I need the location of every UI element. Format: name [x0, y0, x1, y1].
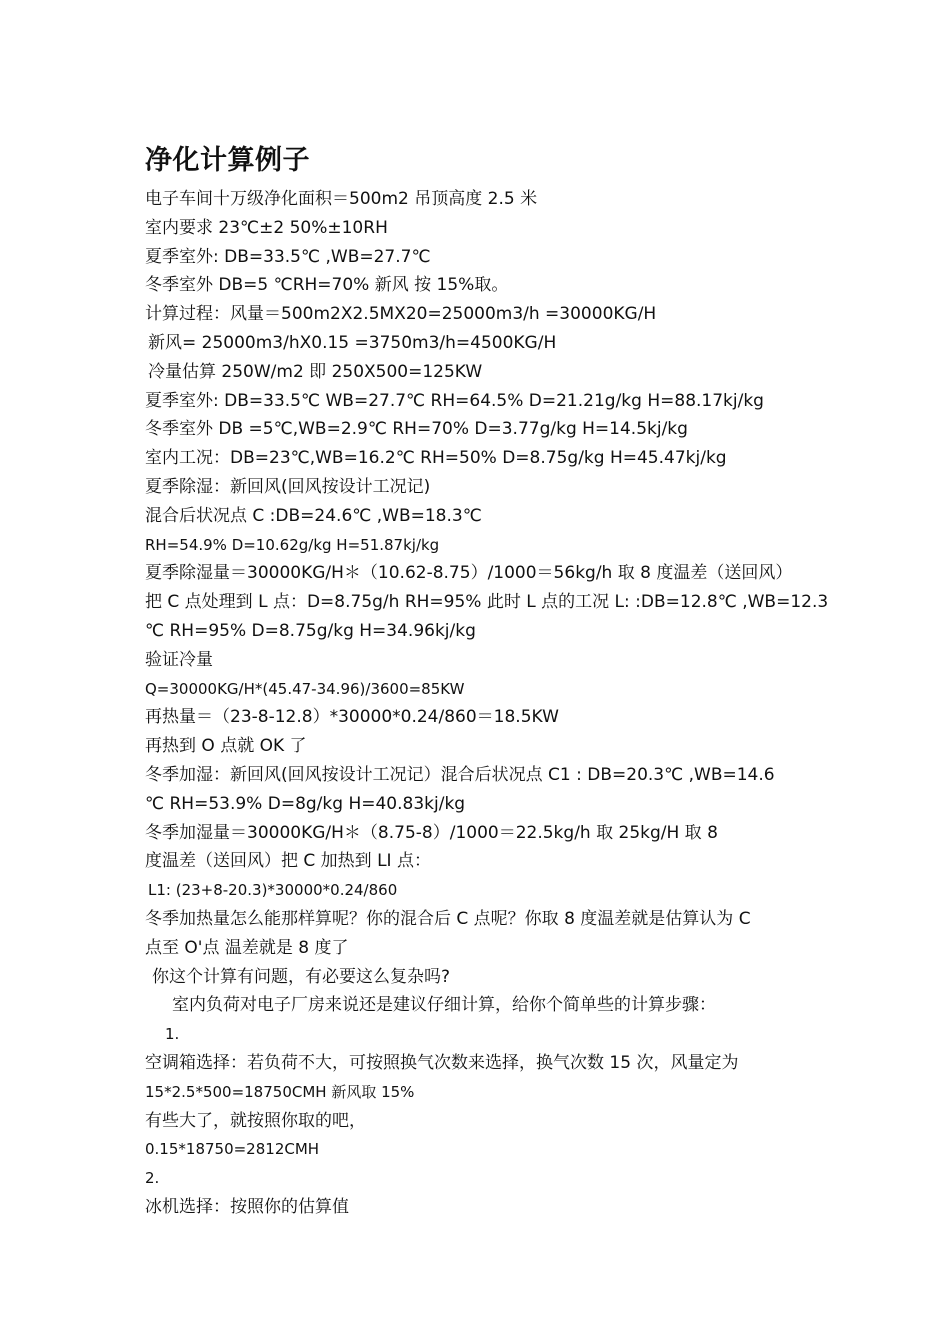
text-line: 室内要求 23℃±2 50%±10RH — [145, 217, 388, 238]
text-line: 夏季室外: DB=33.5℃ WB=27.7℃ RH=64.5% D=21.21g/kg H=88.17kj/kg — [145, 390, 764, 411]
text-line: 你这个计算有问题，有必要这么复杂吗? — [152, 966, 451, 987]
text-line: 混合后状况点 C :DB=24.6℃ ,WB=18.3℃ — [145, 505, 482, 526]
text-line: 冬季加湿量＝30000KG/H＊（8.75-8）/1000＝22.5kg/h 取 25kg/H 取 8 — [145, 822, 718, 843]
text-line: 室内工况：DB=23℃,WB=16.2℃ RH=50% D=8.75g/kg H=45.47kj/kg — [145, 448, 727, 469]
text-line: 冰机选择：按照你的估算值 — [145, 1196, 349, 1217]
text-line: 冬季加热量怎么能那样算呢？你的混合后 C 点呢？你取 8 度温差就是估算认为 C — [145, 908, 751, 929]
text-line: 室内负荷对电子厂房来说还是建议仔细计算，给你个简单些的计算步骤： — [172, 995, 716, 1016]
document-title: 净化计算例子 — [145, 145, 310, 176]
text-line: 夏季除湿量＝30000KG/H＊（10.62-8.75）/1000＝56kg/h 取 8 度温差（送回风） — [145, 563, 793, 584]
text-line: 再热量＝（23-8-12.8）*30000*0.24/860＝18.5KW — [145, 707, 559, 728]
text-line: ℃ RH=95% D=8.75g/kg H=34.96kj/kg — [145, 620, 476, 641]
text-line: 把 C 点处理到 L 点：D=8.75g/h RH=95% 此时 L 点的工况 L: :DB=12.8℃ ,WB=12.3 — [145, 592, 829, 613]
text-line: 夏季除湿：新回风(回风按设计工况记) — [145, 476, 431, 497]
text-line: 新风= 25000m3/hX0.15 =3750m3/h=4500KG/H — [148, 332, 557, 353]
text-line: 空调箱选择：若负荷不大，可按照换气次数来选择，换气次数 15 次，风量定为 — [145, 1052, 739, 1073]
text-line: 冬季室外 DB =5℃,WB=2.9℃ RH=70% D=3.77g/kg H=14.5kj/kg — [145, 419, 688, 440]
text-line: L1: (23+8-20.3)*30000*0.24/860 — [148, 881, 398, 900]
text-line: RH=54.9% D=10.62g/kg H=51.87kj/kg — [145, 535, 440, 554]
text-line: Q=30000KG/H*(45.47-34.96)/3600=85KW — [145, 679, 465, 698]
text-line: 1. — [165, 1025, 180, 1044]
text-line: 2. — [145, 1169, 160, 1188]
text-line: 冷量估算 250W/m2 即 250X500=125KW — [148, 361, 483, 382]
text-line: 电子车间十万级净化面积＝500m2 吊顶高度 2.5 米 — [145, 189, 538, 209]
text-line: 15*2.5*500=18750CMH 新风取 15% — [145, 1082, 415, 1101]
text-line: 点至 O'点 温差就是 8 度了 — [145, 937, 349, 958]
text-line: 有些大了，就按照你取的吧， — [145, 1110, 366, 1131]
text-line: 验证冷量 — [145, 649, 213, 670]
text-line: 再热到 O 点就 OK 了 — [145, 736, 307, 757]
text-line: 0.15*18750=2812CMH — [145, 1140, 320, 1159]
document-body — [145, 185, 829, 1222]
text-line: 冬季加湿：新回风(回风按设计工况记）混合后状况点 C1 : DB=20.3℃ ,WB=14.6 — [145, 764, 775, 785]
text-line: 度温差（送回风）把 C 加热到 LI 点： — [145, 851, 431, 872]
text-line: ℃ RH=53.9% D=8g/kg H=40.83kj/kg — [145, 793, 466, 814]
text-line: 夏季室外: DB=33.5℃ ,WB=27.7℃ — [145, 246, 431, 267]
text-line: 冬季室外 DB=5 ℃RH=70% 新风 按 15%取。 — [145, 275, 509, 296]
text-line: 计算过程：风量＝500m2X2.5MX20=25000m3/h =30000KG/H — [145, 304, 657, 325]
